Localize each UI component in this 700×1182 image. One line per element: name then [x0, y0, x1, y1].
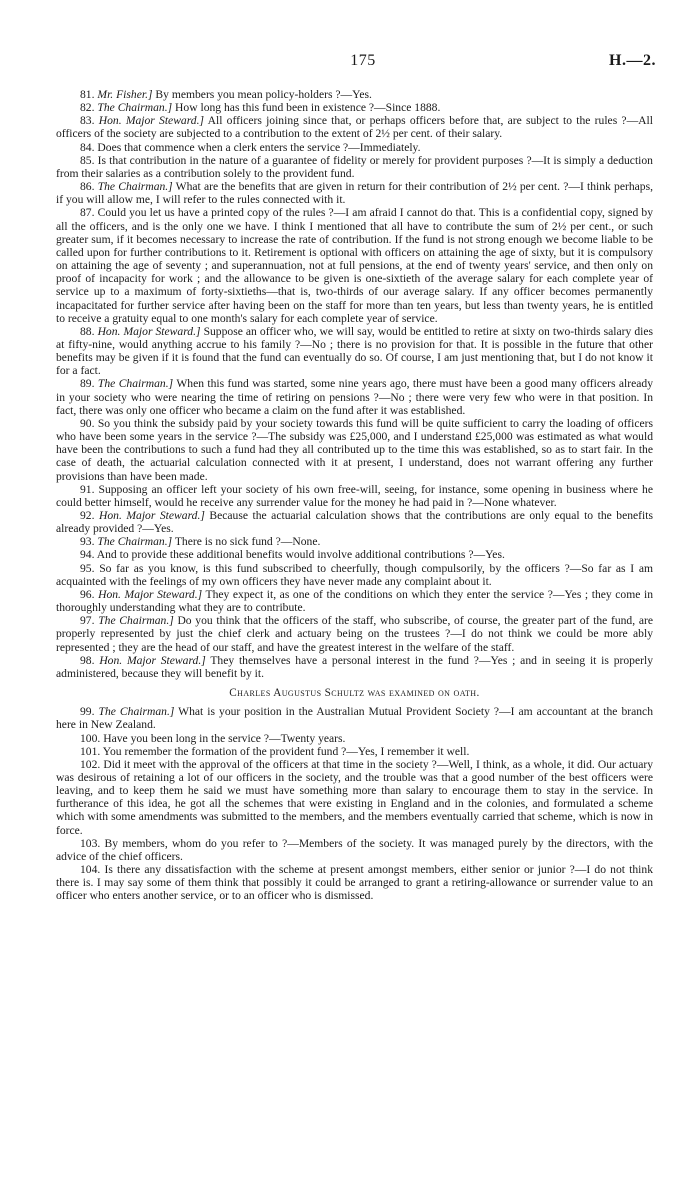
- question-number: 92.: [80, 509, 95, 522]
- testimony-paragraph: [56, 141, 653, 154]
- question-number: 87.: [80, 206, 95, 220]
- testimony-text: So you think the subsidy paid by your society towards this fund will be quite sufficient to carry the loading of officers who have been some years in the service ?—The subsidy was £25,000, and I understand £25,000 was estimated as what would have been the contributions to such a fund had they all contributed up to the time this was established, so as to start fair. In the case of death, the actuarial calculation connected with it at present, I understand, does not warrant offering any further provisions than have been made.: [56, 416, 653, 483]
- testimony-text: When this fund was started, some nine years ago, there must have been a good many officers already in your society who were nearing the time of retiring on pensions ?—No ; there were very few who were in that position. In fact, there was only one officer who became a claim on the fund after it was established.: [56, 377, 653, 417]
- testimony-text: They themselves have a personal interest in the fund ?—Yes ; and in seeing it is properly administered, because they will benefit by it.: [56, 653, 653, 680]
- question-number: 85.: [80, 153, 95, 167]
- testimony-text: Did it meet with the approval of the officers at that time in the society ?—Well, I think, as a whole, it did. Our actuary was desirous of retaining a lot of our officers in the society, and the trouble was that a good number of the best officers were leaving, and to keep them he said we must have something more than salary to encourage them to stay in the service. In furtherance of this idea, he got all the schemes that were existing in England and in the colonies, and formulated a scheme which with some amendments was submitted to the members, and the members eventually carried that scheme, which is now in force.: [56, 757, 654, 837]
- page-number: 175: [350, 52, 376, 69]
- question-number: 101.: [80, 744, 101, 758]
- testimony-text: Do you think that the officers of the staff, who subscribe, of course, the greater part of the fund, are properly represented by just the chief clerk and actuary being on the trustees ?—I do not think we could be more ably represented ; they are the head of our staff, and have the greatest interest in the welfare of the staff.: [56, 614, 653, 654]
- testimony-paragraph: [56, 154, 653, 180]
- speaker-name: Hon. Major Steward.]: [99, 653, 206, 667]
- testimony-text: Does that commence when a clerk enters the service ?—Immediately.: [97, 140, 421, 154]
- testimony-text: They expect it, as one of the conditions on which they enter the service ?—Yes ; they come in thoroughly understanding what they are to contribute.: [56, 587, 653, 615]
- question-number: 82.: [80, 101, 95, 115]
- testimony-paragraph: [56, 88, 653, 101]
- question-number: 94.: [80, 548, 95, 562]
- question-number: 104.: [80, 863, 101, 877]
- testimony-text: And to provide these additional benefits would involve additional contributions ?—Yes.: [96, 548, 505, 562]
- question-number: 93.: [80, 535, 95, 549]
- testimony-paragraph: [56, 377, 653, 416]
- witness-heading: Charles Augustus Schultz was examined on oath.: [229, 687, 480, 700]
- testimony-part-two: [56, 705, 653, 902]
- testimony-paragraph: [56, 180, 653, 206]
- question-number: 91.: [80, 482, 95, 496]
- testimony-paragraph: [56, 654, 653, 680]
- testimony-paragraph: [56, 101, 653, 114]
- speaker-name: The Chairman.]: [97, 180, 173, 194]
- question-number: 89.: [80, 377, 95, 391]
- testimony-paragraph: [56, 837, 653, 863]
- testimony-text: So far as you know, is this fund subscribed to cheerfully, though compulsorily, by the officers ?—So far as I am acquainted with the feelings of my own officers they have never made any complaint about it.: [56, 561, 653, 588]
- speaker-name: Hon. Major Steward.]: [98, 114, 205, 128]
- testimony-text: You remember the formation of the provident fund ?—Yes, I remember it well.: [102, 744, 470, 758]
- testimony-paragraph: [56, 614, 653, 653]
- testimony-paragraph: [56, 114, 653, 140]
- testimony-paragraph: [56, 509, 653, 535]
- testimony-text: Suppose an officer who, we will say, would be entitled to retire at sixty on two-thirds salary dies at fifty-nine, would anything accrue to his family ?—No ; there is no provision for that. It is possible in the future that other benefits may be given if it is found that the fund can eventually do so. Of course, I am just mentioning that, but I do not know it for a fact.: [56, 324, 654, 378]
- testimony-paragraph: [56, 705, 653, 731]
- page-header: [0, 52, 700, 76]
- testimony-paragraph: [56, 325, 653, 378]
- testimony-text: Have you been long in the service ?—Twenty years.: [103, 731, 346, 745]
- testimony-text: What are the benefits that are given in return for their contribution of 2½ per cent. ?—I think perhaps, if you will allow me, I will refer to the rules connected with it.: [56, 180, 653, 207]
- speaker-name: Hon. Major Steward.]: [98, 587, 203, 601]
- testimony-text: Because the actuarial calculation shows that the contributions are only equal to the benefits already provided ?—Yes.: [56, 509, 653, 536]
- testimony-text: By members, whom do you refer to ?—Members of the society. It was managed purely by the directors, with the advice of the chief officers.: [56, 836, 653, 863]
- question-number: 84.: [80, 140, 95, 154]
- question-number: 88.: [80, 324, 95, 338]
- speaker-name: The Chairman.]: [97, 101, 173, 115]
- testimony-paragraph: [56, 732, 653, 745]
- testimony-paragraph: [56, 745, 653, 758]
- question-number: 83.: [80, 114, 95, 128]
- testimony-text: Is there any dissatisfaction with the scheme at present amongst members, either senior or junior ?—I do not think there is. I may say some of them think that possibly it could be arranged to grant a retiring-allowance or surrender value to an officer who enters another service, or to an officer who is dismissed.: [56, 863, 653, 903]
- testimony-part-one: [56, 88, 653, 680]
- testimony-paragraph: [56, 417, 653, 483]
- testimony-text: Could you let us have a printed copy of the rules ?—I am afraid I cannot do that. This is a confidential copy, signed by all the officers, and is the only one we have. I think I mentioned that all have to contribute the sum of 2½ per cent., or such greater sum, if it becomes necessary to increase the rate of contribution. If the fund is not strong enough we become liable to be called upon for further contributions to it. Retirement is optional with officers on attaining the age of sixty, but it is compulsory on attaining the age of seventy ; and superannuation, not at full pensions, at the end of twenty years' service, and then only on proof of incapacity for work ; and the allowance to be given is one-sixtieth of the average salary for each complete year of service up to a maximum of forty-sixtieths—that is, two-thirds of our average salary. If any officer becomes permanently incapacitated for further service after having been on the staff for more than ten years, but less than twenty years, he is entitled to receive a gratuity equal to one month's salary for each complete year of service.: [56, 206, 653, 325]
- speaker-name: The Chairman.]: [97, 377, 174, 391]
- testimony-paragraph: [56, 588, 653, 614]
- testimony-text: Is that contribution in the nature of a guarantee of fidelity or merely for provident purposes ?—It is simply a deduction from their salaries as a contribution solely to the provident fund.: [56, 153, 653, 180]
- question-number: 96.: [80, 587, 95, 601]
- speaker-name: Hon. Major Steward.]: [97, 324, 201, 338]
- testimony-text: All officers joining since that, or perhaps officers before that, are subject to the rules ?—All officers of the society are subjected to a contribution to the extent of 2½ per cent. of their salary.: [56, 114, 653, 141]
- testimony-text: How long has this fund been in existence ?—Since 1888.: [175, 101, 441, 115]
- speaker-name: Mr. Fisher.]: [97, 88, 153, 101]
- testimony-paragraph: [56, 863, 653, 902]
- question-number: 90.: [80, 416, 95, 430]
- speaker-name: The Chairman.]: [98, 705, 175, 719]
- question-number: 100.: [80, 731, 101, 745]
- testimony-text: By members you mean policy-holders ?—Yes.: [155, 88, 372, 101]
- testimony-paragraph: [56, 535, 653, 548]
- testimony-text: What is your position in the Australian Mutual Provident Society ?—I am accountant at the branch here in New Zealand.: [56, 705, 653, 732]
- speaker-name: The Chairman.]: [98, 614, 174, 628]
- testimony-text: Supposing an officer left your society of his own free-will, seeing, for instance, some opening in business where he could better himself, would he receive any surrender value for the money he had paid in ?—None whatever.: [56, 482, 653, 509]
- question-number: 81.: [80, 88, 95, 101]
- speaker-name: Hon. Major Steward.]: [99, 509, 205, 522]
- question-number: 103.: [80, 836, 101, 850]
- testimony-paragraph: [56, 483, 653, 509]
- testimony-paragraph: [56, 758, 653, 837]
- document-reference: H.—2.: [609, 52, 656, 69]
- speaker-name: The Chairman.]: [97, 535, 173, 549]
- question-number: 102.: [80, 757, 101, 771]
- question-number: 97.: [80, 614, 95, 628]
- testimony-text: There is no sick fund ?—None.: [174, 535, 321, 549]
- question-number: 99.: [80, 705, 95, 719]
- body-text: [56, 88, 653, 903]
- question-number: 86.: [80, 180, 95, 194]
- testimony-paragraph: [56, 548, 653, 561]
- testimony-paragraph: [56, 562, 653, 588]
- question-number: 95.: [80, 561, 95, 575]
- testimony-paragraph: [56, 206, 653, 324]
- question-number: 98.: [80, 653, 95, 667]
